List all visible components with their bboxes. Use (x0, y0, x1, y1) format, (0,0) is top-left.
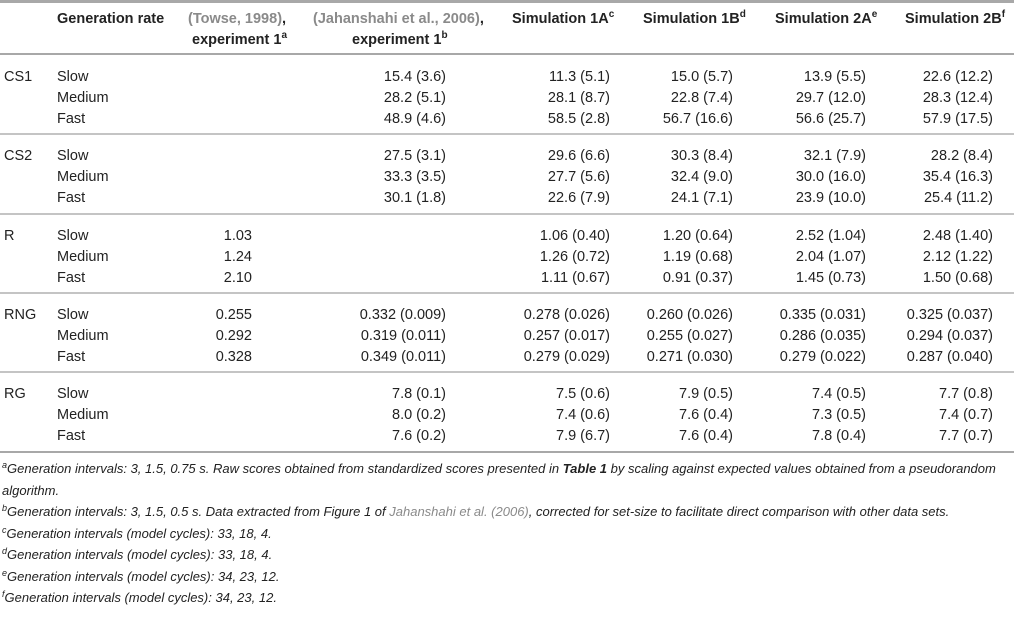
measure-label: CS1 (4, 69, 33, 85)
table-cell-s2a: 2.52 (1.04) (795, 228, 866, 244)
table-cell-jah: 0.332 (0.009) (359, 307, 446, 323)
table-top-rule (0, 0, 1014, 3)
footnote-c (2, 523, 1012, 545)
footnote-f (2, 587, 1012, 609)
table-cell-towse: 0.292 (215, 328, 252, 344)
table-cell-s2a: 0.286 (0.035) (779, 328, 866, 344)
table-cell-towse: 2.10 (223, 270, 252, 286)
table-1-link[interactable]: Table 1 (562, 461, 608, 476)
table-cell-jah: 0.349 (0.011) (360, 349, 446, 365)
generation-rate-cell: Slow (57, 69, 89, 85)
header-generation-rate: Generation rate (57, 11, 165, 27)
table-cell-towse: 0.255 (215, 307, 252, 323)
table-cell-s2b: 22.6 (12.2) (922, 69, 993, 85)
table-cell-jah: 28.2 (5.1) (383, 90, 446, 106)
table-cell-s1b: 1.19 (0.68) (662, 249, 733, 265)
header-jahanshahi (313, 9, 484, 30)
table-cell-towse: 0.328 (215, 349, 252, 365)
measure-label: RG (4, 386, 26, 402)
generation-rate-cell: Medium (57, 328, 109, 344)
table-bottom-rule (0, 451, 1014, 453)
measure-label: R (4, 228, 15, 244)
footnote-b-text-2: , corrected for set-size to facilitate direct comparison with other data sets. (528, 504, 950, 519)
table-cell-s1b: 7.6 (0.4) (679, 428, 733, 444)
footnote-a-text-2: by scaling against expected values obtained from a pseudorandom algorithm. (2, 461, 996, 498)
table-cell-s1b: 0.91 (0.37) (662, 270, 733, 286)
group-divider (0, 292, 1014, 294)
footnote-c-marker: c (2, 524, 7, 535)
table-cell-s1b: 24.1 (7.1) (670, 190, 733, 206)
measure-label: RNG (4, 307, 37, 323)
generation-rate-cell: Slow (57, 228, 89, 244)
table-cell-s1b: 0.260 (0.026) (646, 307, 733, 323)
table-cell-s1a: 7.9 (6.7) (556, 428, 610, 444)
table-cell-s1b: 22.8 (7.4) (670, 90, 733, 106)
table-cell-s1b: 1.20 (0.64) (662, 228, 733, 244)
table-cell-s2b: 25.4 (11.2) (923, 190, 993, 206)
table-cell-s1a: 1.26 (0.72) (539, 249, 610, 265)
header-simulation-1b-label: Simulation 1B (643, 11, 740, 27)
table-cell-jah: 0.319 (0.011) (360, 328, 446, 344)
table-cell-s1a: 0.279 (0.029) (523, 349, 610, 365)
footnote-marker-f: f (1001, 9, 1006, 20)
table-cell-s2a: 0.279 (0.022) (779, 349, 866, 365)
table-cell-jah: 7.6 (0.2) (392, 428, 446, 444)
table-cell-s2a: 7.3 (0.5) (812, 407, 866, 423)
table-cell-jah: 33.3 (3.5) (383, 169, 446, 185)
header-simulation-2a (775, 9, 877, 30)
table-cell-s1a: 7.4 (0.6) (556, 407, 610, 423)
table-cell-s2a: 23.9 (10.0) (795, 190, 866, 206)
footnote-e (2, 566, 1012, 588)
header-simulation-2b-label: Simulation 2B (905, 11, 1002, 27)
table-cell-s2b: 2.12 (1.22) (922, 249, 993, 265)
table-cell-s1a: 22.6 (7.9) (547, 190, 610, 206)
table-cell-s2a: 56.6 (25.7) (795, 111, 866, 127)
generation-rate-cell: Slow (57, 307, 89, 323)
table-cell-s1b: 15.0 (5.7) (670, 69, 733, 85)
header-towse-line2 (192, 30, 287, 51)
generation-rate-cell: Medium (57, 407, 109, 423)
table-cell-s2a: 32.1 (7.9) (803, 148, 866, 164)
table-cell-s2a: 1.45 (0.73) (795, 270, 866, 286)
table-cell-towse: 1.03 (223, 228, 252, 244)
towse-citation-link[interactable]: (Towse, 1998) (188, 11, 283, 27)
generation-rate-cell: Medium (57, 249, 109, 265)
table-cell-s1b: 56.7 (16.6) (662, 111, 733, 127)
generation-rate-cell: Slow (57, 148, 89, 164)
table-cell-s2b: 0.287 (0.040) (906, 349, 993, 365)
table-cell-jah: 7.8 (0.1) (392, 386, 446, 402)
footnote-e-text: Generation intervals (model cycles): 34, 23, 12. (7, 568, 280, 584)
table-cell-s1a: 11.3 (5.1) (549, 69, 610, 85)
table-cell-jah: 27.5 (3.1) (383, 148, 446, 164)
jahanshahi-citation-link[interactable]: (Jahanshahi et al., 2006) (313, 11, 480, 27)
table-cell-s1b: 7.9 (0.5) (679, 386, 733, 402)
table-cell-towse: 1.24 (223, 249, 252, 265)
table-cell-s1b: 0.255 (0.027) (646, 328, 733, 344)
footnote-d-text: Generation intervals (model cycles): 33, 18, 4. (7, 547, 273, 562)
footnote-marker-c: c (608, 9, 615, 20)
table-cell-s2b: 57.9 (17.5) (922, 111, 993, 127)
table-cell-jah: 15.4 (3.6) (383, 69, 446, 85)
generation-rate-cell: Medium (57, 90, 109, 106)
footnote-a-text-1: Generation intervals: 3, 1.5, 0.75 s. Raw scores obtained from standardized scores presented in (7, 461, 563, 476)
table-cell-jah: 30.1 (1.8) (383, 190, 446, 206)
header-simulation-2b (905, 9, 1005, 30)
footnote-a-marker: a (2, 460, 8, 470)
table-cell-s1a: 58.5 (2.8) (547, 111, 610, 127)
header-towse-comma: , (282, 11, 287, 27)
table-cell-s1a: 1.06 (0.40) (539, 228, 610, 244)
footnote-f-marker: f (2, 589, 5, 599)
table-cell-s2a: 13.9 (5.5) (803, 69, 866, 85)
table-cell-s1b: 0.271 (0.030) (646, 349, 733, 365)
footnote-marker-a: a (281, 30, 288, 41)
header-simulation-2a-label: Simulation 2A (775, 11, 872, 27)
table-cell-s2b: 35.4 (16.3) (922, 169, 993, 185)
generation-rate-cell: Fast (57, 190, 86, 206)
group-divider (0, 133, 1014, 135)
measure-label: CS2 (4, 148, 33, 164)
generation-rate-cell: Fast (57, 111, 86, 127)
footnote-marker-b: b (441, 30, 448, 41)
header-towse-experiment: experiment 1 (192, 32, 282, 48)
group-divider (0, 371, 1014, 373)
footnote-c-text: Generation intervals (model cycles): 33, 18, 4. (6, 525, 272, 541)
footnote-b (2, 501, 1012, 523)
footnote-f-text: Generation intervals (model cycles): 34, 23, 12. (4, 590, 277, 605)
table-cell-s1a: 27.7 (5.6) (547, 169, 610, 185)
table-cell-s2a: 7.4 (0.5) (812, 386, 866, 402)
table-cell-s2b: 28.2 (8.4) (930, 148, 993, 164)
table-cell-s1a: 29.6 (6.6) (547, 148, 610, 164)
table-cell-s1a: 1.11 (0.67) (540, 270, 610, 286)
group-divider (0, 213, 1014, 215)
table-cell-s2a: 2.04 (1.07) (795, 249, 866, 265)
table-cell-s2a: 30.0 (16.0) (795, 169, 866, 185)
footnotes (2, 458, 1012, 609)
generation-rate-cell: Slow (57, 386, 89, 402)
footnote-e-marker: e (2, 567, 8, 578)
footnote-d-marker: d (2, 546, 8, 556)
table-cell-s1b: 7.6 (0.4) (679, 407, 733, 423)
generation-rate-cell: Fast (57, 270, 86, 286)
table-cell-s1a: 7.5 (0.6) (556, 386, 610, 402)
table-cell-s2a: 29.7 (12.0) (795, 90, 866, 106)
table-cell-s2b: 1.50 (0.68) (922, 270, 993, 286)
table-cell-s2a: 0.335 (0.031) (779, 307, 866, 323)
table-cell-s2b: 7.7 (0.7) (939, 428, 993, 444)
table-cell-s2a: 7.8 (0.4) (812, 428, 866, 444)
footnote-d (2, 544, 1012, 566)
header-simulation-1a-label: Simulation 1A (512, 11, 609, 27)
header-jahanshahi-experiment: experiment 1 (352, 32, 442, 48)
header-simulation-1a (512, 9, 614, 30)
table-cell-s2b: 0.294 (0.037) (906, 328, 993, 344)
footnote-marker-e: e (871, 9, 878, 20)
header-jahanshahi-line2 (352, 30, 448, 51)
jahanshahi-footnote-link[interactable]: Jahanshahi et al. (2006) (389, 504, 529, 519)
header-rule (0, 53, 1014, 55)
footnote-marker-d: d (739, 9, 746, 20)
table-cell-s1a: 28.1 (8.7) (547, 90, 610, 106)
footnote-b-text-1: Generation intervals: 3, 1.5, 0.5 s. Data extracted from Figure 1 of (7, 504, 390, 519)
table-cell-s2b: 28.3 (12.4) (922, 90, 993, 106)
table-cell-s2b: 0.325 (0.037) (906, 307, 993, 323)
table-cell-s1a: 0.257 (0.017) (523, 328, 610, 344)
header-simulation-1b (643, 9, 746, 30)
footnote-a (2, 458, 1012, 501)
table-cell-s1b: 30.3 (8.4) (670, 148, 733, 164)
table-cell-s2b: 7.7 (0.8) (939, 386, 993, 402)
table-cell-s2b: 7.4 (0.7) (939, 407, 993, 423)
table-cell-s2b: 2.48 (1.40) (922, 228, 993, 244)
generation-rate-cell: Fast (57, 349, 86, 365)
header-towse (188, 9, 286, 30)
header-jahanshahi-comma: , (479, 11, 484, 27)
table-cell-s1b: 32.4 (9.0) (670, 169, 733, 185)
table-cell-s1a: 0.278 (0.026) (523, 307, 610, 323)
footnote-b-marker: b (2, 503, 8, 513)
table-cell-jah: 48.9 (4.6) (383, 111, 446, 127)
generation-rate-cell: Medium (57, 169, 109, 185)
generation-rate-cell: Fast (57, 428, 86, 444)
table-cell-jah: 8.0 (0.2) (392, 407, 446, 423)
